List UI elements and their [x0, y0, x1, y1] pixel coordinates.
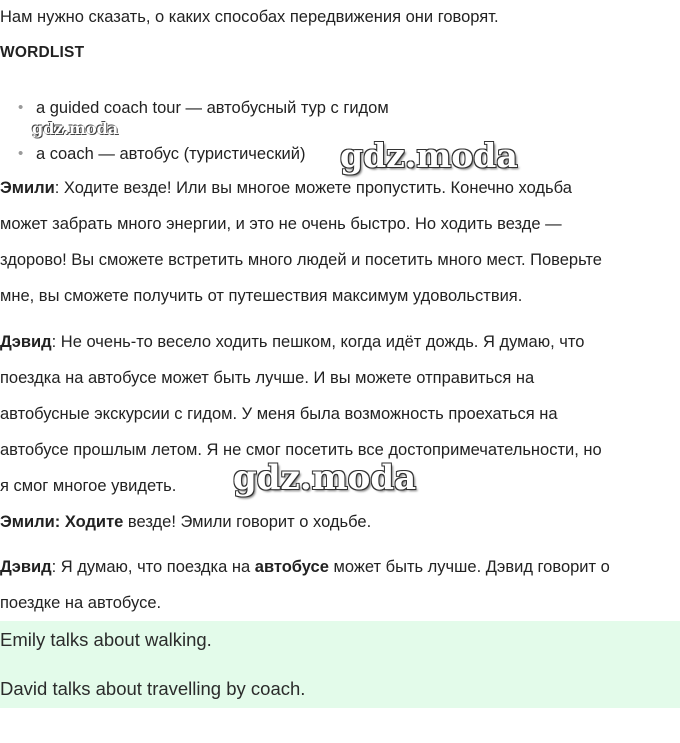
- intro-text: Нам нужно сказать, о каких способах передвижения они говорят.: [0, 8, 499, 26]
- paragraph-line: здорово! Вы сможете встретить много людей и посетить много мест. Поверьте: [0, 251, 602, 269]
- summary-text: : Я думаю, что поездка на: [51, 558, 255, 576]
- wordlist-title: WORDLIST: [0, 44, 85, 61]
- list-item-text: a coach — автобус (туристический): [36, 145, 306, 163]
- paragraph-line: мне, вы сможете получить от путешествия максимум удовольствия.: [0, 287, 523, 305]
- paragraph-line: автобусные экскурсии с гидом. У меня была возможность проехаться на: [0, 405, 558, 423]
- summary-text: везде! Эмили говорит о ходьбе.: [123, 513, 372, 531]
- bullet-icon: •: [18, 99, 24, 116]
- paragraph-emily: [0, 170, 676, 314]
- speaker-name: Дэвид: [0, 558, 52, 576]
- speaker-name: Дэвид: [0, 333, 52, 351]
- speaker-name: Эмили:: [0, 513, 61, 531]
- watermark-large: gdz.moda: [233, 458, 417, 498]
- answer-box: [0, 621, 680, 708]
- summary-emily: [0, 504, 676, 540]
- summary-text: поездке на автобусе.: [0, 594, 162, 612]
- list-item-text: a guided coach tour — автобусный тур с гидом: [36, 99, 389, 117]
- answer-text: David talks about travelling by coach.: [0, 678, 306, 699]
- keyword: автобусе: [254, 558, 329, 576]
- paragraph-line: : Ходите везде! Или вы многое можете пропустить. Конечно ходьба: [54, 179, 572, 197]
- paragraph-line: я смог многое увидеть.: [0, 477, 177, 495]
- speaker-name: Эмили: [0, 179, 55, 197]
- paragraph-line: поездка на автобусе может быть лучше. И вы можете отправиться на: [0, 369, 535, 387]
- answer-text: Emily talks about walking.: [0, 629, 212, 650]
- paragraph-line: может забрать много энергии, и это не очень быстро. Но ходить везде —: [0, 215, 562, 233]
- summary-text: может быть лучше. Дэвид говорит о: [328, 558, 610, 576]
- keyword: Ходите: [64, 513, 124, 531]
- paragraph-line: : Не очень-то весело ходить пешком, когда идёт дождь. Я думаю, что: [51, 333, 585, 351]
- watermark-large: gdz.moda: [340, 136, 518, 175]
- paragraph-line: автобусе прошлым летом. Я не смог посетить все достопримечательности, но: [0, 441, 602, 459]
- summary-david: [0, 549, 676, 621]
- bullet-icon: •: [18, 145, 24, 162]
- watermark-small: gdz.moda: [32, 119, 119, 138]
